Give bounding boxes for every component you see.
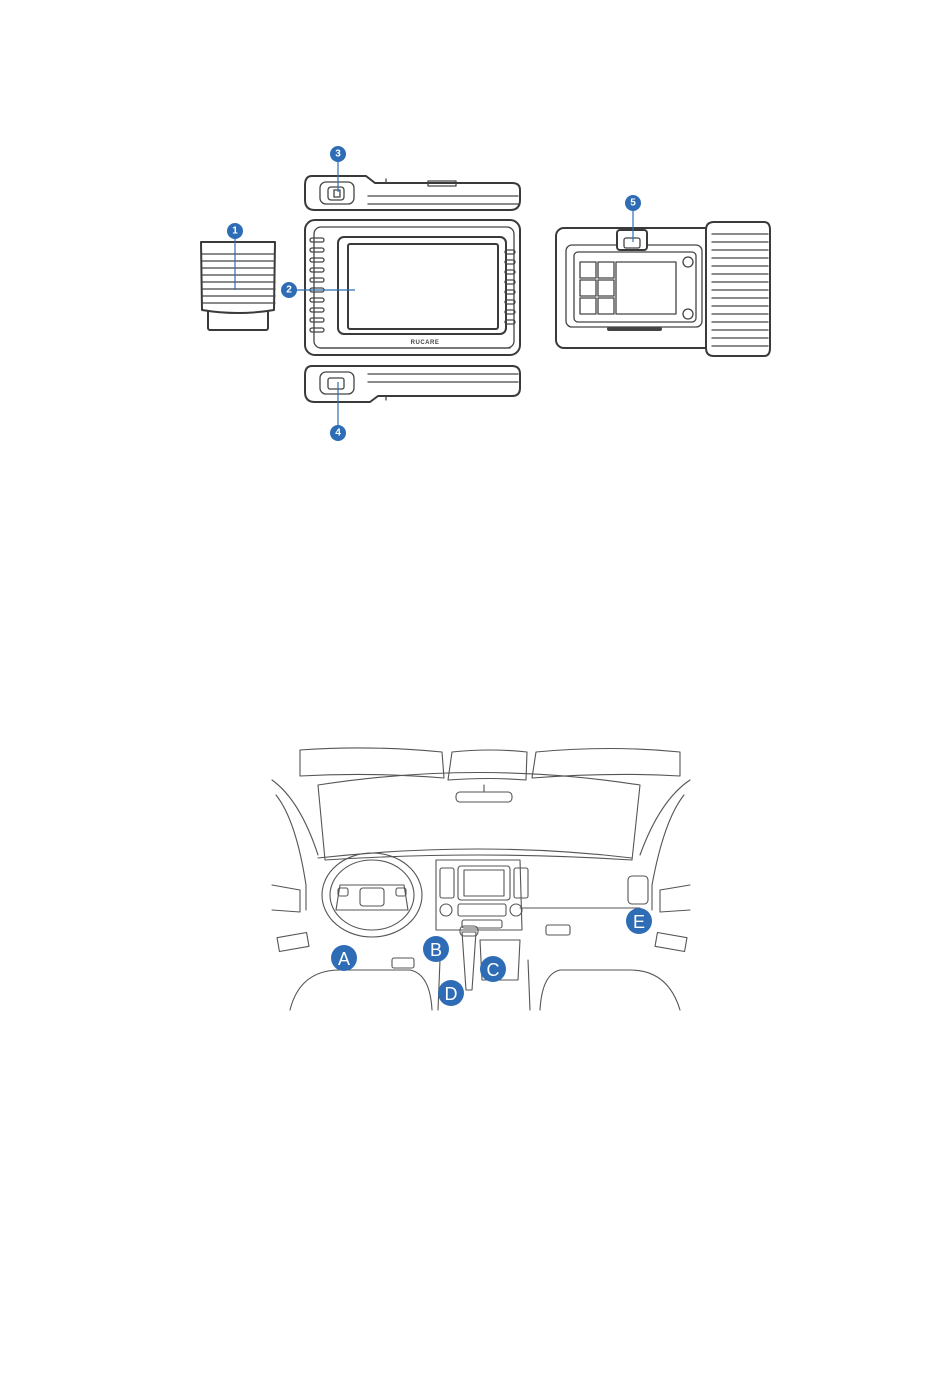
location-C <box>480 956 506 982</box>
callout-1-label: 1 <box>232 225 238 237</box>
location-B <box>423 936 449 962</box>
callout-3-label: 3 <box>335 148 341 160</box>
location-D-label: D <box>444 984 458 1004</box>
tablet-front-view <box>305 220 520 355</box>
location-D <box>438 980 464 1006</box>
cabin-diagram <box>0 740 950 1020</box>
tablet-top-view <box>305 176 520 210</box>
device-diagram <box>0 130 950 460</box>
tablet-bottom-view <box>305 366 520 402</box>
callout-4-label: 4 <box>335 427 341 439</box>
callout-5-label: 5 <box>630 197 636 209</box>
brand-logo: RUCARE <box>410 340 440 346</box>
location-B-label: B <box>429 940 443 960</box>
callout-2-label: 2 <box>286 284 292 296</box>
location-C-label: C <box>486 960 500 980</box>
cabin-diagram-svg <box>0 740 950 1020</box>
device-diagram-svg <box>0 130 950 460</box>
location-A-label: A <box>337 949 351 969</box>
tablet-back-view <box>556 222 770 356</box>
location-A <box>331 945 357 971</box>
location-E <box>626 908 652 934</box>
obd-connector <box>201 242 275 330</box>
location-E-label: E <box>632 912 646 932</box>
